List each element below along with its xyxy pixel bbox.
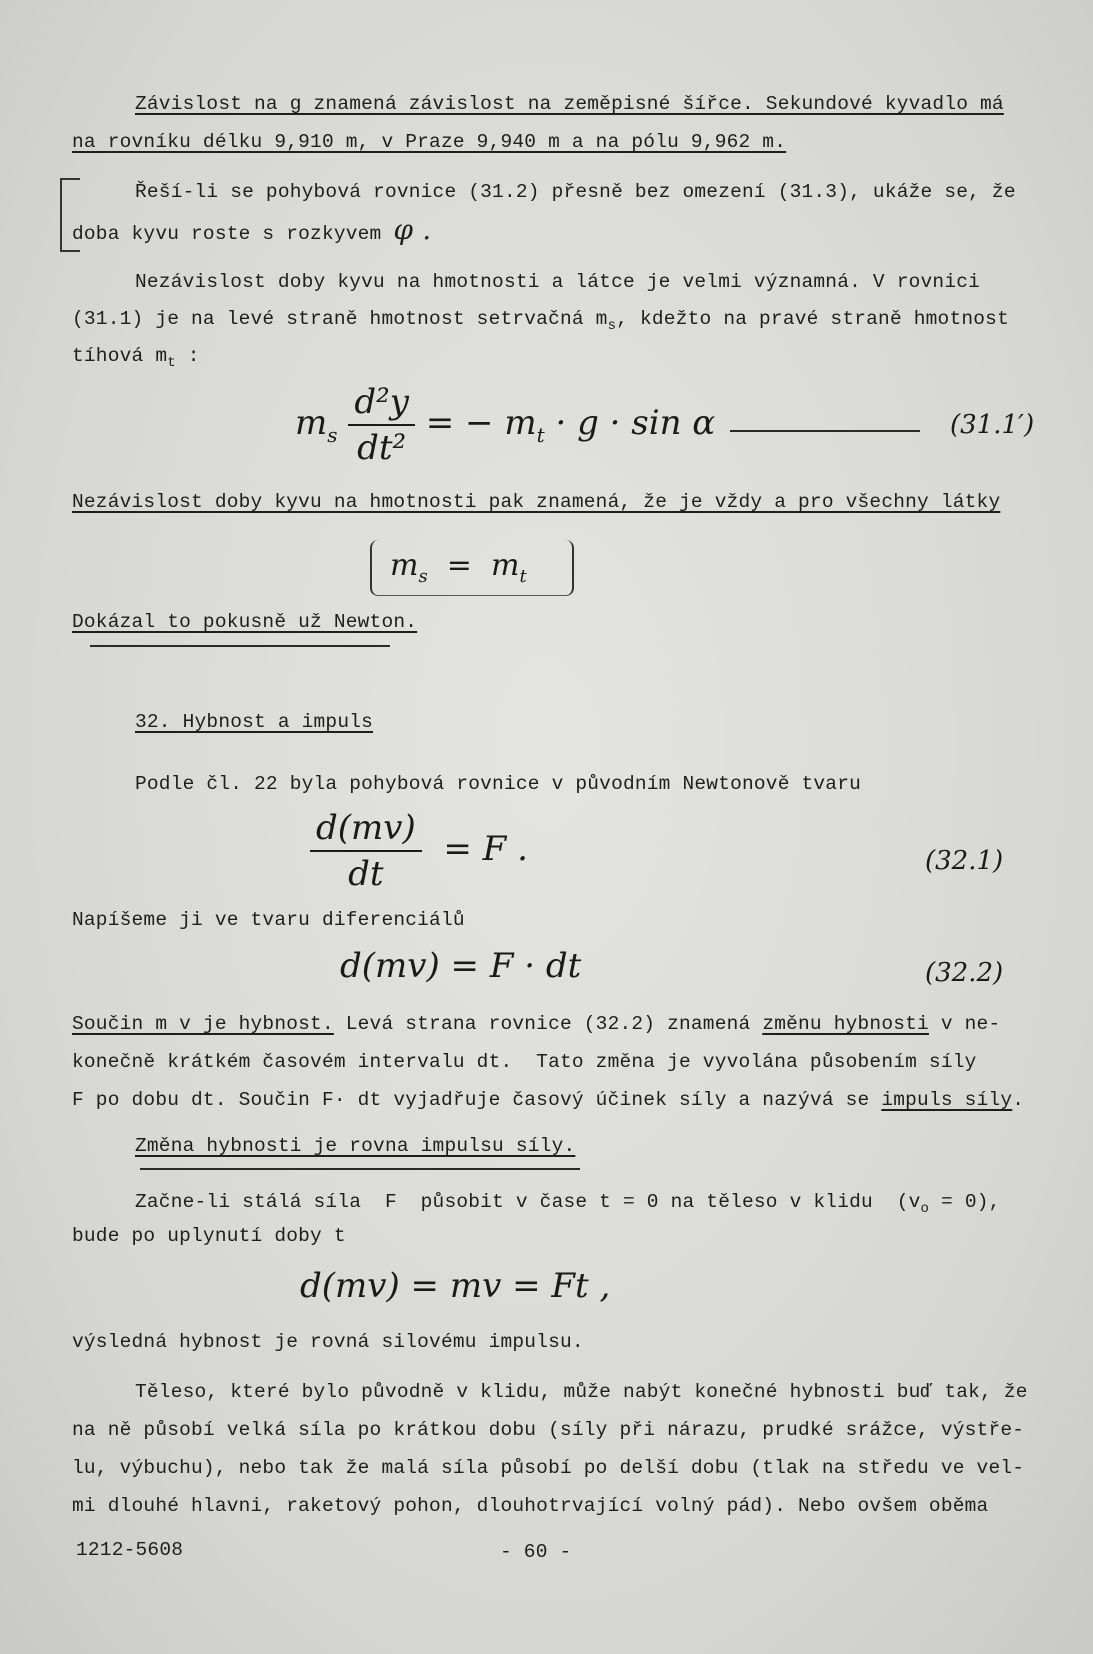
equation-31-1prime (295, 382, 715, 468)
text-line-21: lu, výbuchu), nebo tak že malá síla působí po delší dobu (tlak na středu ve vel- (72, 1457, 1025, 1479)
equation-32-1 (310, 808, 528, 894)
text-line-11: Napíšeme ji ve tvaru diferenciálů (72, 909, 465, 931)
text-span: = 0), (929, 1191, 1001, 1213)
underlined-text: Nezávislost doby kyvu na hmotnosti pak znamená, že je vždy a pro všechny látky (72, 491, 1001, 513)
underlined-text: 32. Hybnost a impuls (135, 711, 374, 733)
subscript: t (167, 354, 176, 371)
eq-symbol: · g · sin α (555, 403, 716, 443)
document-code: 1212-5608 (76, 1539, 184, 1561)
phi-symbol: φ . (393, 213, 432, 246)
text-line-9 (72, 610, 417, 634)
text-line-17: bude po uplynutí doby t (72, 1225, 346, 1247)
text-line-20: na ně působí velká síla po krátkou dobu (síly při nárazu, prudké srážce, výstře- (72, 1419, 1025, 1441)
eq-subscript: t (519, 566, 527, 587)
text-span: tíhová m (72, 345, 168, 367)
hand-drawn-line (730, 430, 920, 432)
eq-symbol: m (491, 548, 520, 583)
text-line-7 (72, 344, 200, 375)
equation-number: (32.2) (925, 958, 1004, 988)
text-line-16 (135, 1190, 1001, 1221)
eq-subscript: t (536, 422, 545, 447)
text-span: (31.1) je na levé straně hmotnost setrvačná m (72, 308, 608, 330)
page-number: - 60 - (500, 1541, 572, 1563)
fraction-numerator: d(mv) (310, 808, 422, 852)
underlined-text: impuls síly (881, 1089, 1013, 1111)
text-line-22: mi dlouhé hlavni, raketový pohon, dlouhotrvající volný pád). Nebo ovšem oběma (72, 1495, 989, 1517)
text-line-19: Těleso, které bylo původně v klidu, může nabýt konečné hybnosti buď tak, že (135, 1381, 1028, 1403)
eq-subscript: s (418, 566, 428, 587)
text-line-4 (72, 213, 432, 246)
equation-number: (32.1) (925, 846, 1004, 876)
underlined-text: na rovníku délku 9,910 m, v Praze 9,940 m a na pólu 9,962 m. (72, 131, 787, 153)
text-line-1 (135, 92, 1004, 116)
eq-symbol: = F . (443, 829, 528, 869)
section-heading (135, 710, 373, 734)
text-span: Levá strana rovnice (32.2) znamená (333, 1013, 763, 1035)
underlined-text: Dokázal to pokusně už Newton. (72, 611, 418, 633)
text-span: doba kyvu roste s rozkyvem (72, 223, 382, 245)
eq-symbol: = − m (425, 403, 537, 443)
text-line-15 (135, 1134, 575, 1158)
fraction-denominator: dt (348, 854, 384, 894)
text-line-13: konečně krátkém časovém intervalu dt. Tato změna je vyvolána působením síly (72, 1051, 977, 1073)
fraction (348, 382, 415, 468)
underlined-text: Součin m v je hybnost. (72, 1013, 334, 1035)
hand-drawn-line (90, 645, 390, 647)
underlined-text: Změna hybnosti je rovna impulsu síly. (135, 1135, 576, 1157)
text-span: . (1012, 1089, 1025, 1111)
text-span: , kdežto na pravé straně hmotnost (616, 308, 1009, 330)
text-line-14 (72, 1088, 1024, 1112)
equation-number: (31.1′) (950, 410, 1035, 440)
equation-mass-equality (390, 548, 527, 587)
text-span: Začne-li stálá síla F působit v čase t = 0 na těleso v klidu (v (135, 1191, 921, 1213)
text-line-5: Nezávislost doby kyvu na hmotnosti a látce je velmi významná. V rovnici (135, 271, 981, 293)
text-line-2 (72, 130, 786, 154)
eq-symbol: m (295, 403, 328, 443)
text-span: F po dobu dt. Součin F· dt vyjadřuje časový účinek síly a nazývá se (72, 1089, 882, 1111)
text-span: v ne- (928, 1013, 1001, 1035)
text-span: : (175, 345, 200, 367)
text-line-10: Podle čl. 22 byla pohybová rovnice v původním Newtonově tvaru (135, 773, 862, 795)
equation-32-3: d(mv) = mv = Ft , (300, 1266, 611, 1306)
subscript: o (920, 1200, 930, 1217)
eq-symbol: m (390, 548, 419, 583)
text-line-18: výsledná hybnost je rovná silovému impulsu. (72, 1331, 584, 1353)
underlined-text: Závislost na g znamená závislost na zeměpisné šířce. Sekundové kyvadlo má (135, 93, 1004, 115)
text-line-8 (72, 490, 1000, 514)
hand-drawn-line (140, 1168, 580, 1170)
text-line-6 (72, 307, 1009, 338)
eq-symbol: = (446, 548, 472, 583)
eq-subscript: s (327, 422, 338, 447)
fraction-numerator: d²y (348, 382, 415, 426)
fraction-denominator: dt² (357, 428, 407, 468)
equation-32-2: d(mv) = F · dt (340, 946, 582, 986)
text-line-3: Řeší-li se pohybová rovnice (31.2) přesně bez omezení (31.3), ukáže se, že (135, 181, 1016, 203)
subscript: s (607, 317, 617, 334)
fraction (310, 808, 422, 894)
underlined-text: změnu hybnosti (762, 1013, 929, 1035)
text-line-12 (72, 1012, 1000, 1036)
